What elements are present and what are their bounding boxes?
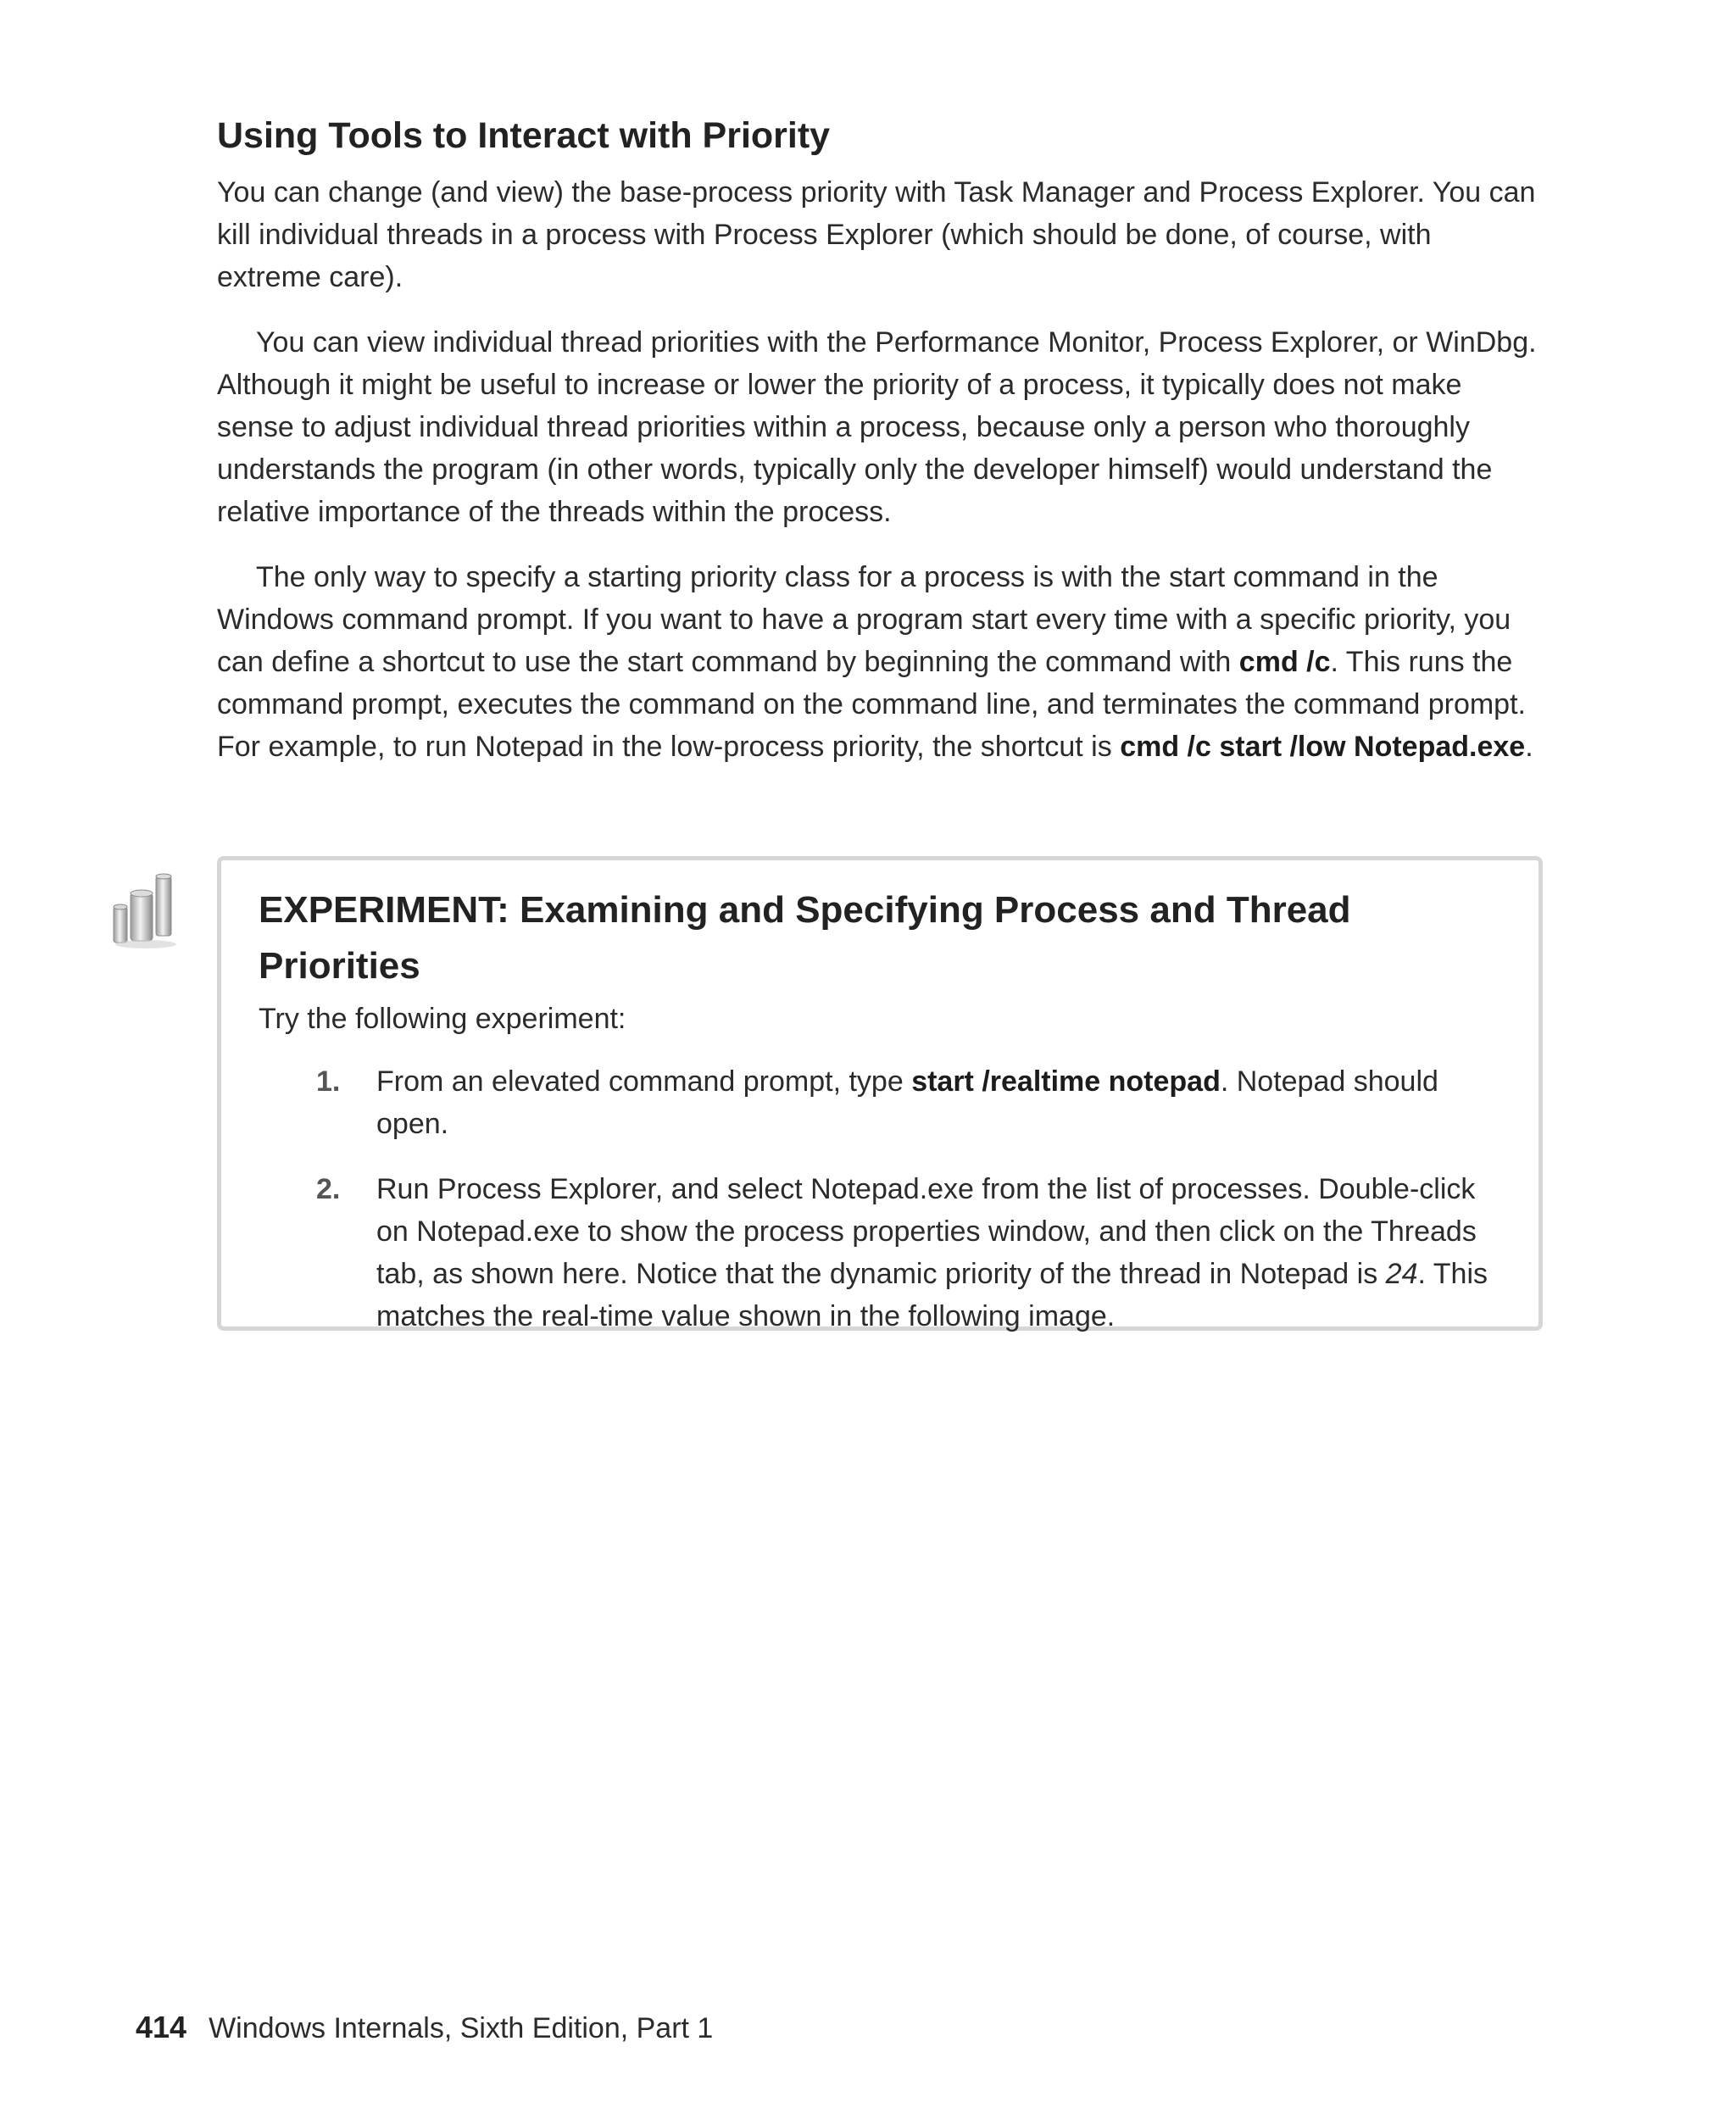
- step-number: 1.: [316, 1065, 341, 1098]
- step-2-text-a: Run Process Explorer, and select Notepad.exe from the list of processes. Double-click on Notepad.exe to show the process properties window, and then click on the Threads tab, as shown here. Notice that the dynamic priority of the thread in Notepad is: [376, 1173, 1477, 1290]
- experiment-beakers-icon: [110, 871, 181, 953]
- step-2-text-b: . This matches the real-time value shown in the following image.: [376, 1258, 1488, 1332]
- paragraph-3: [217, 556, 1539, 768]
- page-footer: [136, 2009, 713, 2047]
- code-cmd-c: cmd /c: [1238, 646, 1331, 678]
- step-number: 2.: [316, 1173, 341, 1205]
- step-1-text-a: From an elevated command prompt, type: [376, 1065, 912, 1098]
- page-number: 414: [136, 2010, 187, 2044]
- priority-value: 24: [1385, 1258, 1418, 1290]
- experiment-steps: [259, 1060, 1501, 1338]
- section-title: Using Tools to Interact with Priority: [217, 115, 831, 156]
- paragraph-3-text-a: The only way to specify a starting priority class for a process is with the start command in the Windows command prompt. If you want to have a program start every time with a specific priority, you can define a shortcut to use the start command by beginning the command with: [217, 561, 1511, 678]
- paragraph-1: You can change (and view) the base-process priority with Task Manager and Process Explorer. You can kill individual threads in a process with Process Explorer (which should be done, of course, with extreme care).: [217, 176, 1536, 293]
- code-start-realtime-notepad: start /realtime notepad: [911, 1065, 1221, 1098]
- paragraph-3-text-c: .: [1525, 731, 1533, 763]
- experiment-intro: Try the following experiment:: [259, 1003, 626, 1035]
- paragraph-2: You can view individual thread priorities with the Performance Monitor, Process Explorer, or WinDbg. Although it might be useful to increase or lower the priority of a process, it typically does not make sense to adjust individual thread priorities within a process, because only a person who thoroughly understands the program (in other words, typically only the developer himself) would understand the relative importance of the threads within the process.: [217, 326, 1537, 528]
- experiment-title: EXPERIMENT: Examining and Specifying Process and Thread Priorities: [259, 889, 1351, 987]
- experiment-box: [217, 856, 1543, 1331]
- page-content: [217, 108, 1539, 791]
- step-1-text-b: . Notepad should open.: [376, 1065, 1438, 1140]
- paragraph-3-text-b: . This runs the command prompt, executes the command on the command line, and terminates the command prompt. For example, to run Notepad in the low-process priority, the shortcut is: [217, 646, 1526, 763]
- experiment-step-2: [259, 1168, 1501, 1338]
- code-start-low-notepad: cmd /c start /low Notepad.exe: [1120, 731, 1526, 763]
- experiment-step-1: [259, 1060, 1501, 1145]
- book-title: Windows Internals, Sixth Edition, Part 1: [209, 2012, 714, 2044]
